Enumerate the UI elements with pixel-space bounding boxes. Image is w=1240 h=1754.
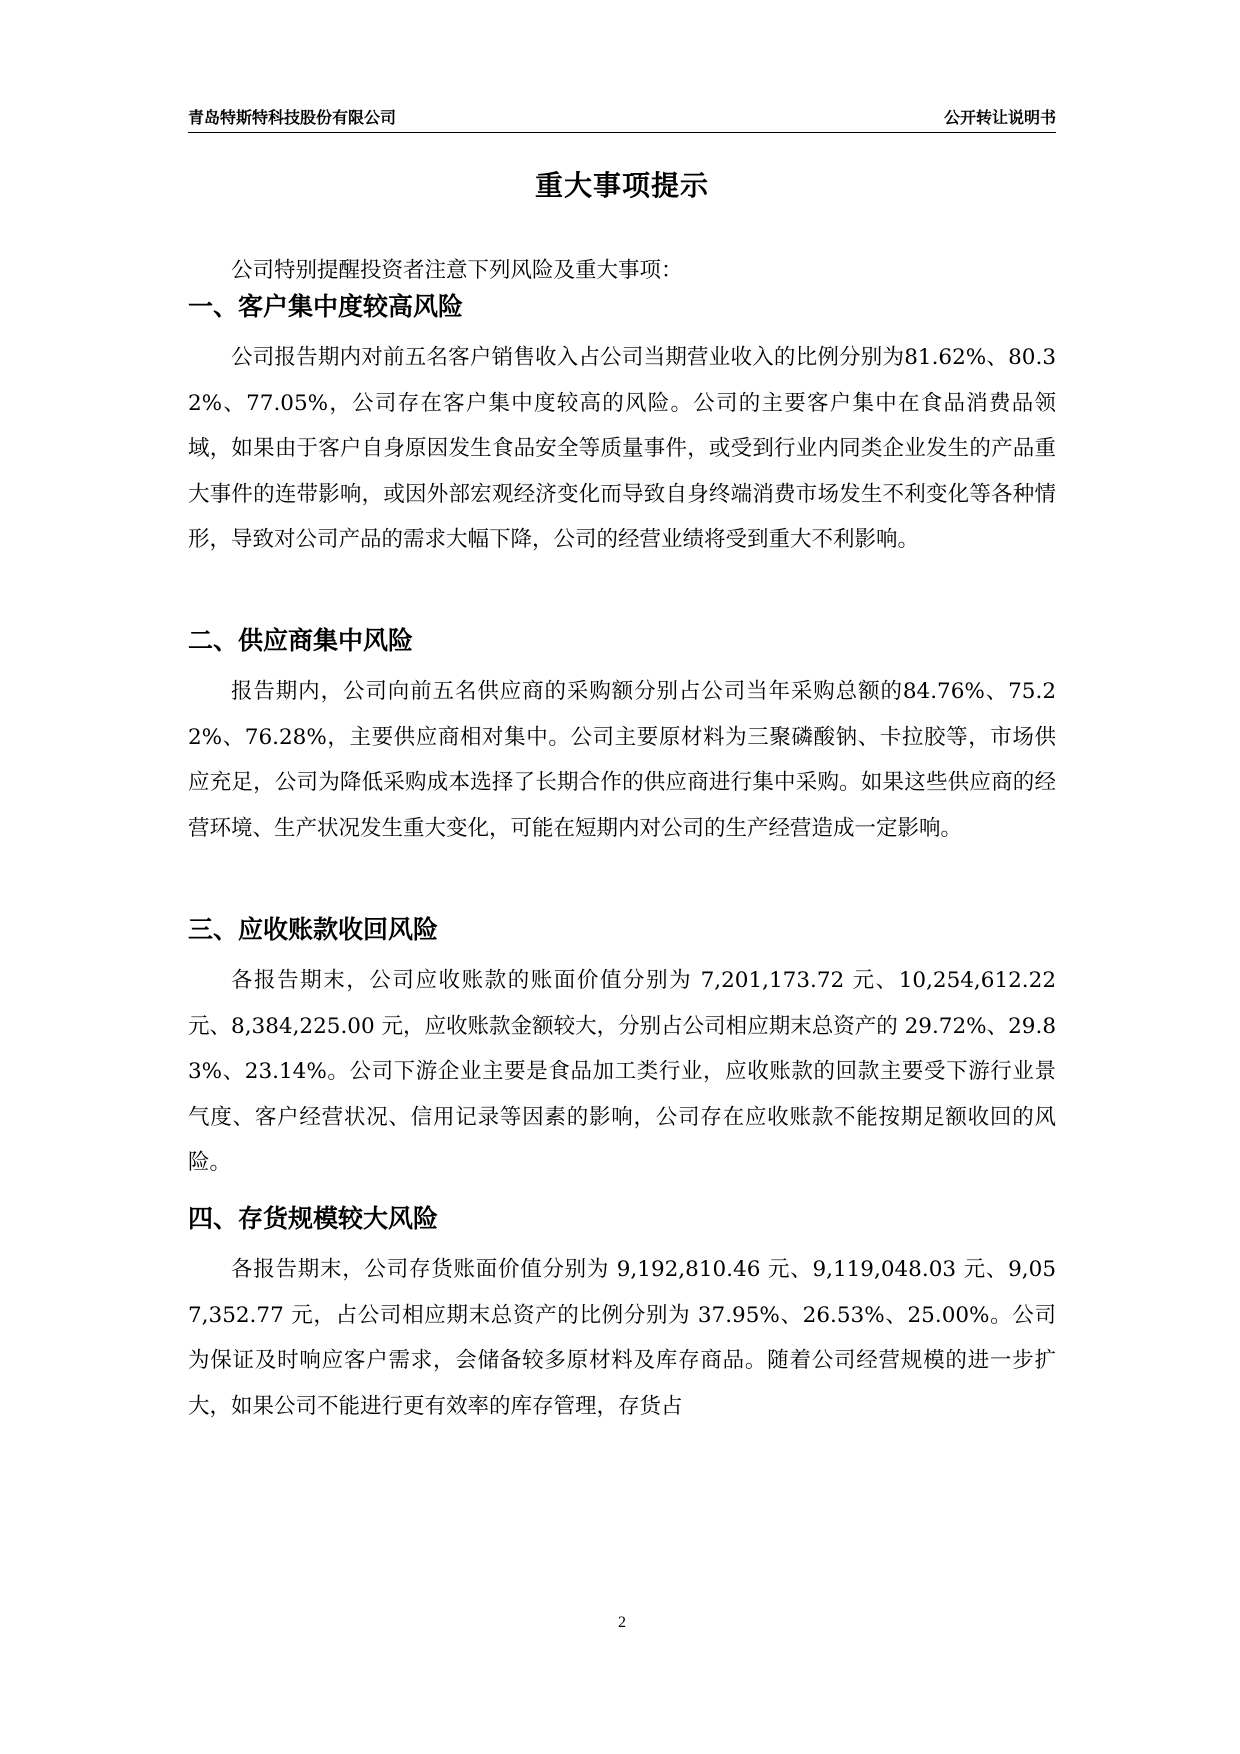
section-heading-supplier-concentration: 二、供应商集中风险 xyxy=(188,626,414,655)
intro-paragraph: 公司特别提醒投资者注意下列风险及重大事项： xyxy=(231,258,683,283)
page-title: 重大事项提示 xyxy=(534,169,709,202)
header-document-type: 公开转让说明书 xyxy=(943,108,1056,127)
section-body-customer-concentration: 公司报告期内对前五名客户销售收入占公司当期营业收入的比例分别为81.62%、80.32%、77.05%，公司存在客户集中度较高的风险。公司的主要客户集中在食品消费品领域，如果由于客户自身原因发生食品安全等质量事件，或受到行业内同类企业发生的产品重大事件的连带影响，或因外部宏观经济变化而导致自身终端消费市场发生不利变化等各种情形，导致对公司产品的需求大幅下降，公司的经营业绩将受到重大不利影响。 xyxy=(188,345,1056,552)
section-heading-inventory: 四、存货规模较大风险 xyxy=(188,1204,439,1233)
page-header xyxy=(188,102,1056,133)
section-body-supplier-concentration: 报告期内，公司向前五名供应商的采购额分别占公司当年采购总额的84.76%、75.22%、76.28%，主要供应商相对集中。公司主要原材料为三聚磷酸钠、卡拉胶等，市场供应充足，公司为降低采购成本选择了长期合作的供应商进行集中采购。如果这些供应商的经营环境、生产状况发生重大变化，可能在短期内对公司的生产经营造成一定影响。 xyxy=(188,679,1056,841)
section-body-receivables: 各报告期末，公司应收账款的账面价值分别为 7,201,173.72 元、10,254,612.22 元、8,384,225.00 元，应收账款金额较大，分别占公司相应期末总资产的 29.72%、29.83%、23.14%。公司下游企业主要是食品加工类行业，应收账款的回款主要受下游行业景气度、客户经营状况、信用记录等因素的影响，公司存在应收账款不能按期足额收回的风险。 xyxy=(188,968,1056,1175)
page-number: 2 xyxy=(618,1614,626,1631)
section-body-inventory: 各报告期末，公司存货账面价值分别为 9,192,810.46 元、9,119,048.03 元、9,057,352.77 元，占公司相应期末总资产的比例分别为 37.95%、26.53%、25.00%。公司为保证及时响应客户需求，会储备较多原材料及库存商品。随着公司经营规模的进一步扩大，如果公司不能进行更有效率的库存管理，存货占 xyxy=(188,1257,1056,1419)
section-heading-customer-concentration: 一、客户集中度较高风险 xyxy=(188,292,464,321)
section-heading-receivables: 三、应收账款收回风险 xyxy=(188,915,439,944)
header-company-name: 青岛特斯特科技股份有限公司 xyxy=(188,108,397,127)
